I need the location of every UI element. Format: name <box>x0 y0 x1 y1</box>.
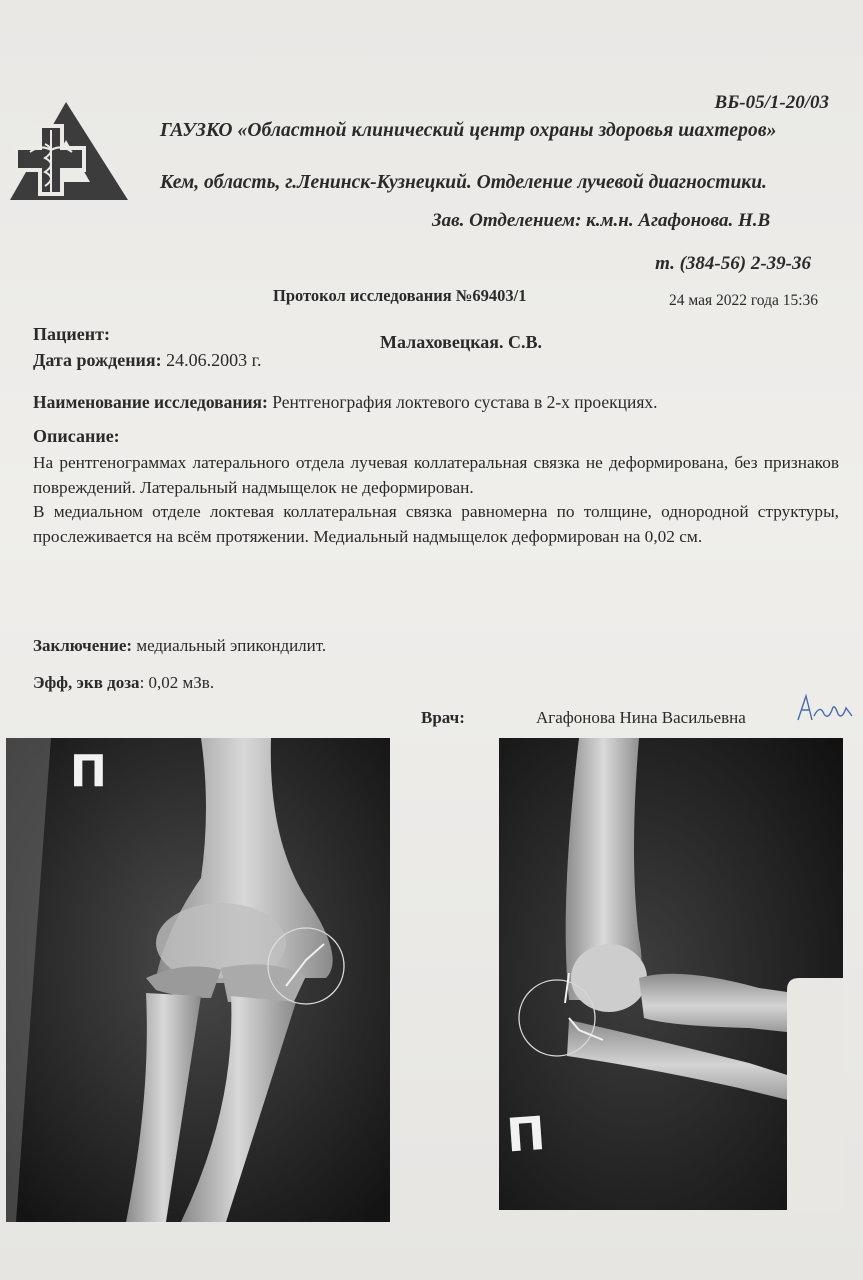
exam-value: Рентгенография локтевого сустава в 2-х проекциях. <box>272 392 658 412</box>
conclusion-value: медиальный эпикондилит. <box>136 636 327 655</box>
organization-address: Кем, область, г.Ленинск-Кузнецкий. Отделение лучевой диагностики. <box>160 172 767 193</box>
xray-lateral-image <box>499 738 843 1210</box>
protocol-title: Протокол исследования №69403/1 <box>273 286 527 305</box>
description-label: Описание: <box>33 426 120 446</box>
dose-value: : 0,02 мЗв. <box>139 673 215 692</box>
patient-name: Малаховецкая. С.В. <box>380 332 543 352</box>
effective-dose <box>33 673 214 693</box>
document-code: ВБ-05/1-20/03 <box>714 92 829 113</box>
exam-label: Наименование исследования: <box>33 392 268 412</box>
protocol-datetime: 24 мая 2022 года 15:36 <box>669 292 819 309</box>
dob-label: Дата рождения: <box>33 350 162 370</box>
description-paragraph-2: В медиальном отделе локтевая коллатеральная связка равномерна по толщине, однородной структуры, прослеживается на всём протяжении. Медиальный надмыщелок деформирован на 0,02 см. <box>33 502 839 546</box>
doctor-name: Агафонова Нина Васильевна <box>536 708 746 727</box>
date-of-birth <box>33 350 262 371</box>
xray-lateral-marker: П <box>504 1105 548 1163</box>
doctor-signature <box>794 690 856 730</box>
dose-label: Эфф, экв доза <box>33 673 140 692</box>
xray-frontal-image <box>6 738 390 1222</box>
exam-name <box>33 392 658 413</box>
conclusion <box>33 636 326 656</box>
head-of-department: Зав. Отделением: к.м.н. Агафонова. Н.В <box>432 210 771 231</box>
conclusion-label: Заключение: <box>33 636 133 655</box>
xray-frontal-marker: П <box>70 746 107 797</box>
description-paragraph-1: На рентгенограммах латерального отдела лучевая коллатеральная связка не деформирована, без признаков повреждений. Латеральный надмыщелок не деформирован. <box>33 453 839 497</box>
clinic-logo <box>8 100 132 204</box>
organization-name: ГАУЗКО «Областной клинический центр охраны здоровья шахтеров» <box>160 120 777 141</box>
dob-value: 24.06.2003 г. <box>166 350 262 370</box>
phone-number: т. (384-56) 2-39-36 <box>655 253 811 274</box>
patient-label: Пациент: <box>33 324 110 344</box>
doctor-label: Врач: <box>421 708 465 727</box>
description-text <box>33 451 839 549</box>
